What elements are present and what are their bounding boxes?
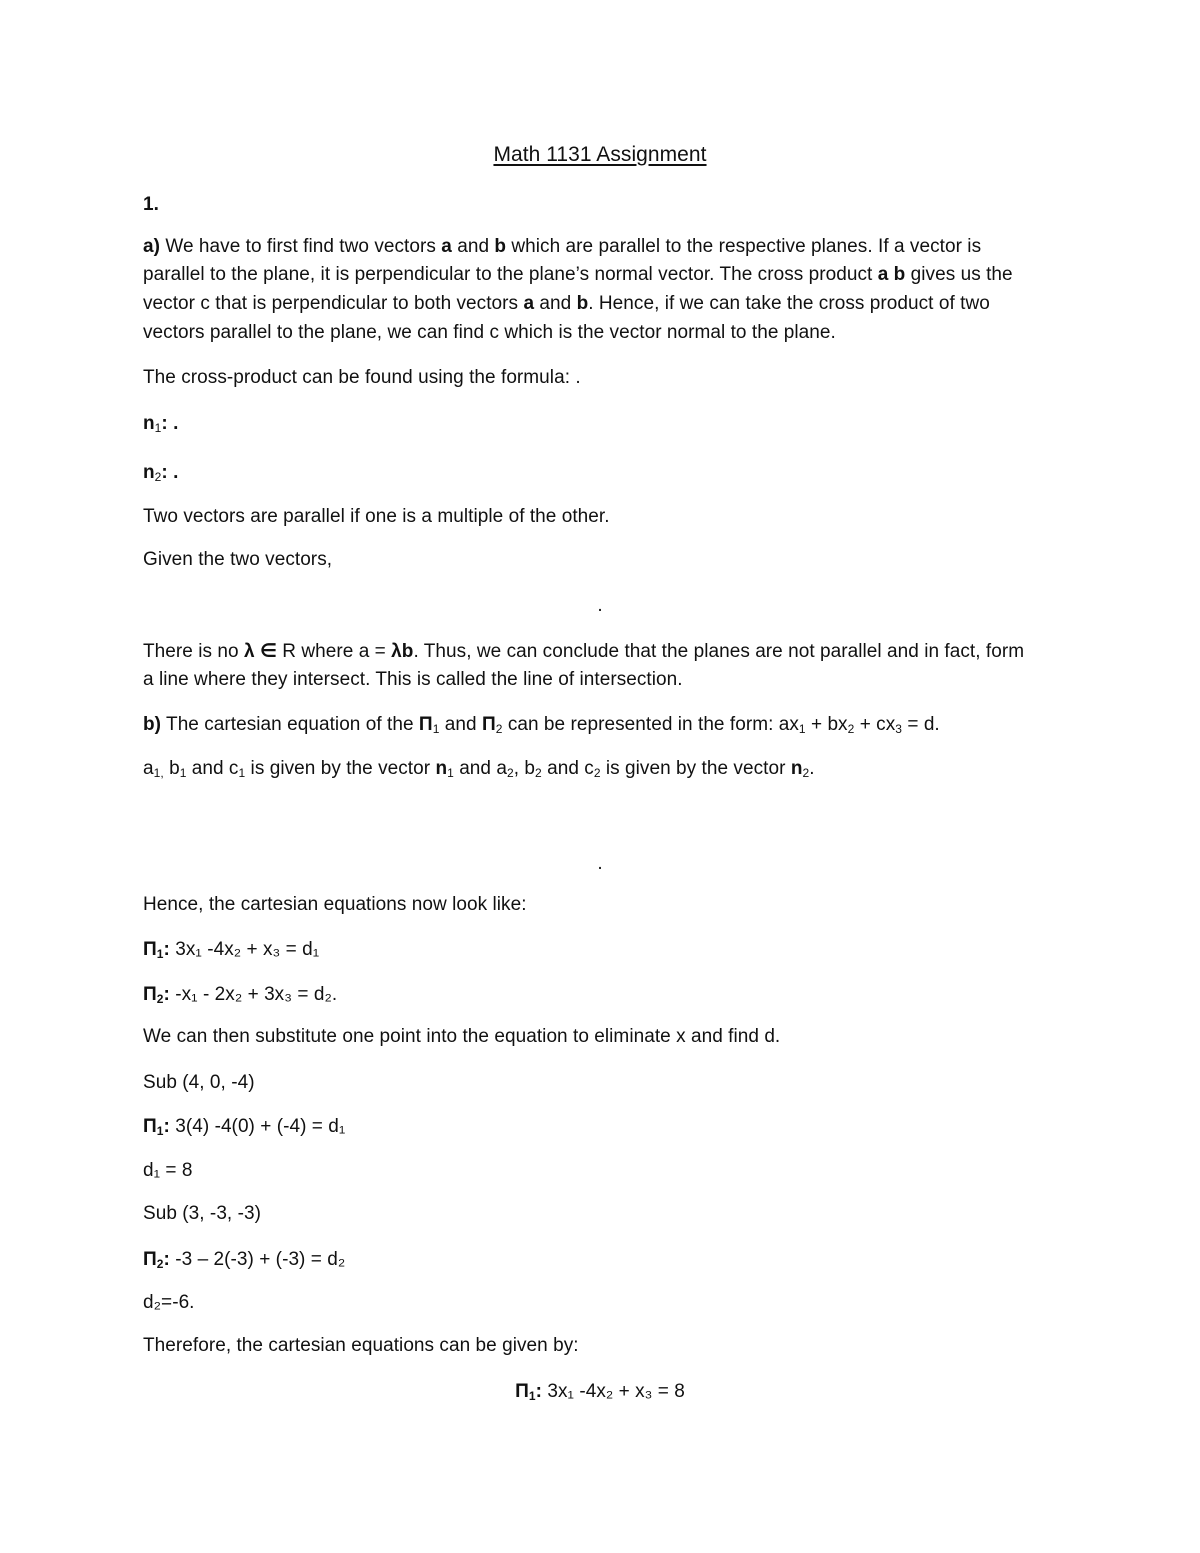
equation-placeholder-1: . (597, 595, 603, 616)
normal-n2-line: $n_2$: . (143, 462, 179, 484)
sub-point-1: Sub (4, 0, -4) (143, 1072, 255, 1093)
final-plane-1-equation: $\Pi_1$: 3x₁ -4x₂ + x₃ = 8 (515, 1381, 685, 1403)
normal-n1-line: $n_1$: . (143, 413, 179, 435)
plane-1-calculation: $\Pi_1$: 3(4) -4(0) + (-4) = d₁ (143, 1116, 346, 1138)
d1-value: d₁ = 8 (143, 1160, 193, 1181)
therefore-line: Therefore, the cartesian equations can be given by: (143, 1335, 579, 1356)
plane-2-equation: $\Pi_2$: -x₁ - 2x₂ + 3x₃ = d₂. (143, 984, 338, 1006)
paragraph-a-line-4: vectors parallel to the plane, we can find c which is the vector normal to the plane. (143, 322, 836, 343)
d2-value: d₂=-6. (143, 1292, 195, 1313)
cartesian-form-line: b) The cartesian equation of the $\Pi_1$ and $\Pi_2$ can be represented in the form: $ax_1 + bx_2 + cx_3 = d$. (143, 714, 940, 736)
paragraph-a-line-2: parallel to the plane, it is perpendicular to the plane’s normal vector. The cross product a b gives us the (143, 264, 1013, 285)
question-number: 1. (143, 194, 159, 215)
given-vectors-line: Given the two vectors, (143, 549, 333, 570)
equation-placeholder-2: . (597, 853, 603, 874)
page-title: Math 1131 Assignment (493, 143, 707, 166)
parallel-definition: Two vectors are parallel if one is a multiple of the other. (143, 506, 610, 527)
coefficient-line: $a_{1,}$ $b_1$ and $c_1$ is given by the vector $n_1$ and $a_2$, $b_2$ and $c_2$ is given by the vector $n_2$. (143, 758, 815, 780)
paragraph-a-line-1: a) We have to first find two vectors a and b which are parallel to the respective planes. If a vector is (143, 236, 982, 257)
substitute-line: We can then substitute one point into the equation to eliminate x and find d. (143, 1026, 781, 1047)
formula-line: The cross-product can be found using the formula: . (143, 367, 581, 388)
sub-point-2: Sub (3, -3, -3) (143, 1203, 261, 1224)
plane-1-equation: $\Pi_1$: 3x₁ -4x₂ + x₃ = d₁ (143, 939, 320, 961)
hence-line: Hence, the cartesian equations now look like: (143, 894, 527, 915)
line-of-intersection: a line where they intersect. This is called the line of intersection. (143, 669, 683, 690)
paragraph-a-line-3: vector c that is perpendicular to both vectors a and b. Hence, if we can take the cross product of two (143, 293, 990, 314)
lambda-line: There is no λ ∈ R where a = λb. Thus, we can conclude that the planes are not parallel and in fact, form (143, 641, 1025, 662)
plane-2-calculation: $\Pi_2$: -3 – 2(-3) + (-3) = d₂ (143, 1249, 346, 1271)
